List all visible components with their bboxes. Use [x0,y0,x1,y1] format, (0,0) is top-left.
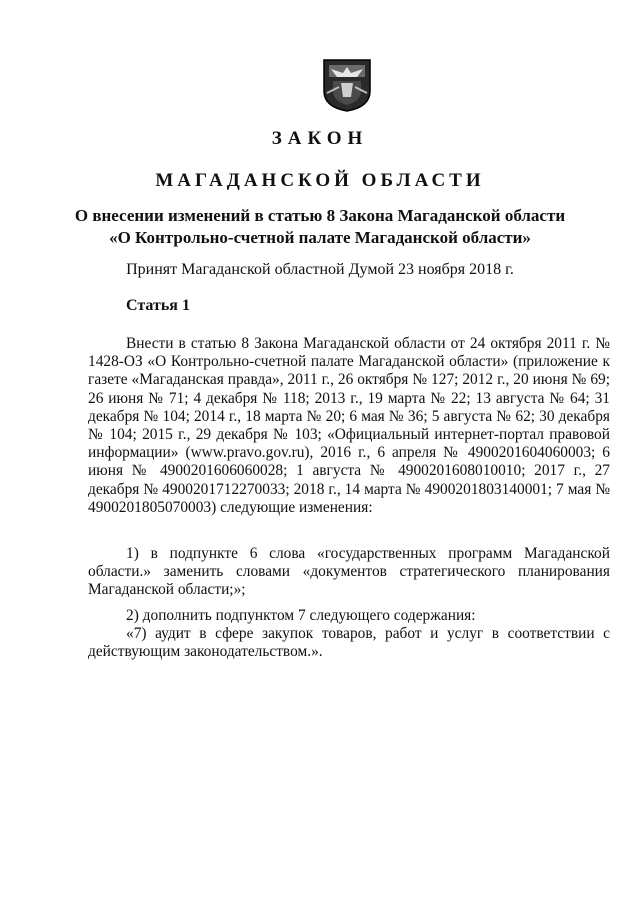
amendment-item-2 [88,607,610,662]
law-subject [40,205,600,249]
article-heading: Статья 1 [126,297,190,314]
region-title: МАГАДАНСКОЙ ОБЛАСТИ [155,170,485,191]
amendment-item-1: 1) в подпункте 6 слова «государственных программ Магаданской области.» заменить словами «документов стратегического планирования Магаданской области;»; [88,545,610,599]
amendment-item-2-text: «7) аудит в сфере закупок товаров, работ и услуг в соответствии с действующим законодательством.». [88,625,610,661]
law-subject-line-1: О внесении изменений в статью 8 Закона Магаданской области [74,206,566,225]
law-title: ЗАКОН [271,128,369,149]
adoption-note: Принят Магаданской областной Думой 23 ноября 2018 г. [126,261,514,278]
amendment-item-2-lead: 2) дополнить подпунктом 7 следующего содержания: [126,607,476,624]
coat-of-arms-icon [321,57,373,113]
article-intro-paragraph: Внести в статью 8 Закона Магаданской области от 24 октября 2011 г. № 1428-ОЗ «О Контрольно-счетной палате Магаданской области» (приложение к газете «Магаданская правда», 2011 г., 26 октября № 127; 2012 г., 20 июня № 69; 26 июня № 71; 4 декабря № 118; 2013 г., 19 марта № 22; 13 августа № 64; 31 декабря № 104; 2014 г., 18 марта № 20; 6 мая № 36; 5 августа № 62; 30 декабря № 104; 2015 г., 29 декабря № 103; «Официальный интернет-портал правовой информации» (www.pravo.gov.ru), 2016 г., 6 апреля № 4900201604060003; 6 июня № 4900201606060028; 1 августа № 4900201608010010; 2017 г., 27 декабря № 4900201712270033; 2018 г., 14 марта № 4900201803140001; 7 мая № 4900201805070003) следующие изменения: [88,335,610,516]
law-subject-line-2: «О Контрольно-счетной палате Магаданской области» [109,228,531,247]
